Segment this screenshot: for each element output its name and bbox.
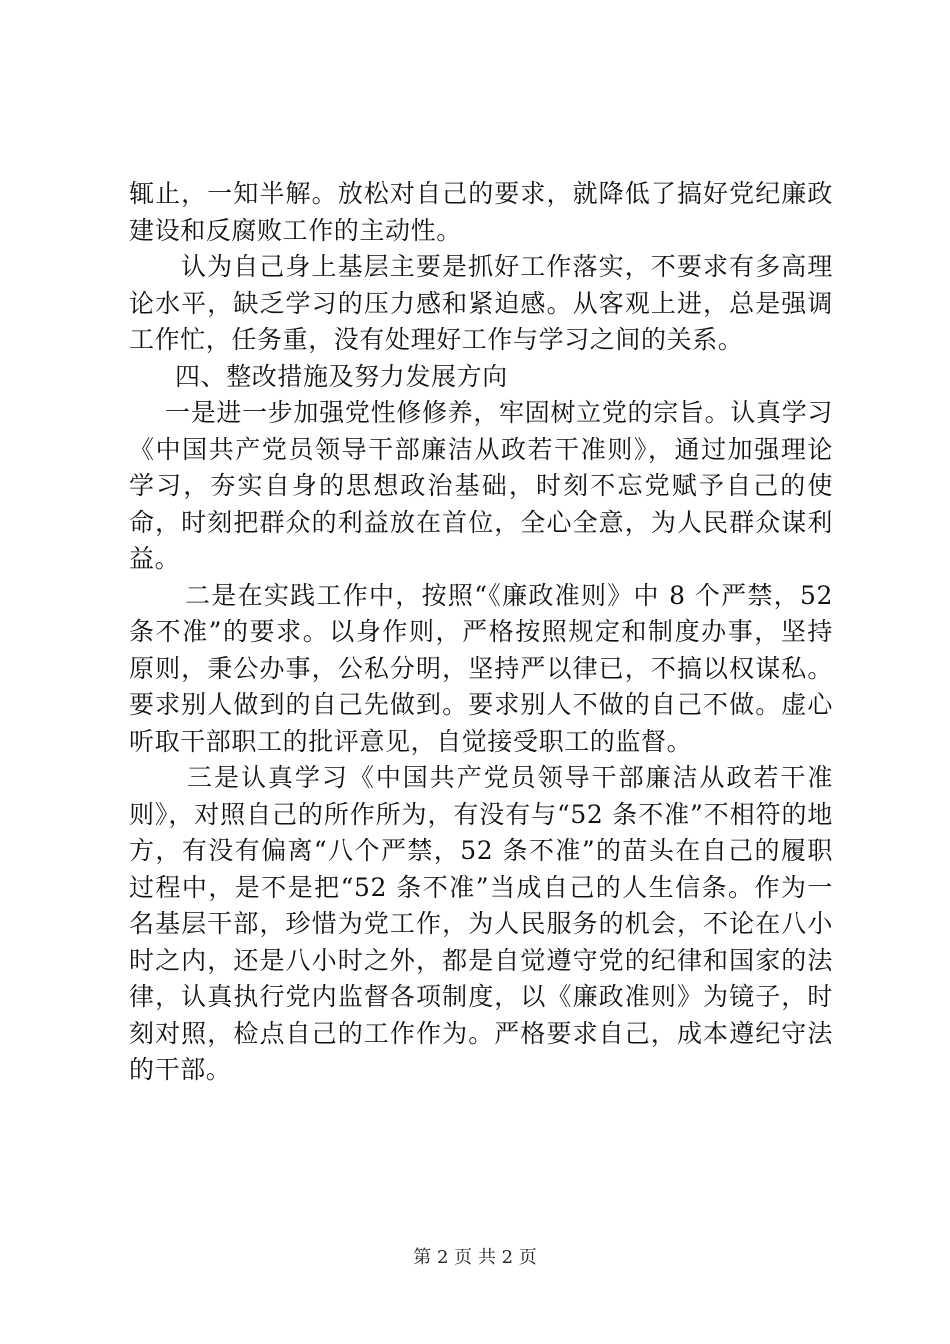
paragraph-study-attitude: 认为自己身上基层主要是抓好工作落实，不要求有多高理论水平，缺乏学习的压力感和紧迫感。从客观上进，总是强调工作忙，任务重，没有处理好工作与学习之间的关系。	[129, 252, 833, 354]
paragraph-continuation: 辄止，一知半解。放松对自己的要求，就降低了搞好党纪廉政建设和反腐败工作的主动性。	[129, 179, 833, 245]
page-footer: 第 2 页 共 2 页	[413, 1247, 537, 1268]
paragraph-measure-two: 二是在实践工作中，按照“《廉政准则》中 8 个严禁，52 条不准”的要求。以身作则，严格按照规定和制度办事，坚持原则，秉公办事，公私分明，坚持严以律已，不搞以权谋私。要求别人做到的自己先做到。要求别人不做的自己不做。虚心听取干部职工的批评意见，自觉接受职工的监督。	[129, 580, 833, 756]
document-body	[129, 176, 833, 1089]
paragraph-measure-three: 三是认真学习《中国共产党员领导干部廉洁从政若干准则》，对照自己的所作所为，有没有与“52 条不准”不相符的地方，有没有偏离“八个严禁，52 条不准”的苗头在自己的履职过程中，是不是把“52 条不准”当成自己的人生信条。作为一名基层干部，珍惜为党工作，为人民服务的机会，不论在八小时之内，还是八小时之外，都是自觉遵守党的纪律和国家的法律，认真执行党内监督各项制度，以《廉政准则》为镜子，时刻对照，检点自己的工作作为。严格要求自己，成本遵纪守法的干部。	[129, 763, 833, 1084]
section-heading-rectification: 四、整改措施及努力发展方向	[175, 361, 508, 391]
paragraph-measure-one: 一是进一步加强党性修修养，牢固树立党的宗旨。认真学习《中国共产党员领导干部廉洁从政若干准则》，通过加强理论学习，夯实自身的思想政治基础，时刻不忘党赋予自己的使命，时刻把群众的利益放在首位，全心全意，为人民群众谋利益。	[129, 398, 833, 573]
